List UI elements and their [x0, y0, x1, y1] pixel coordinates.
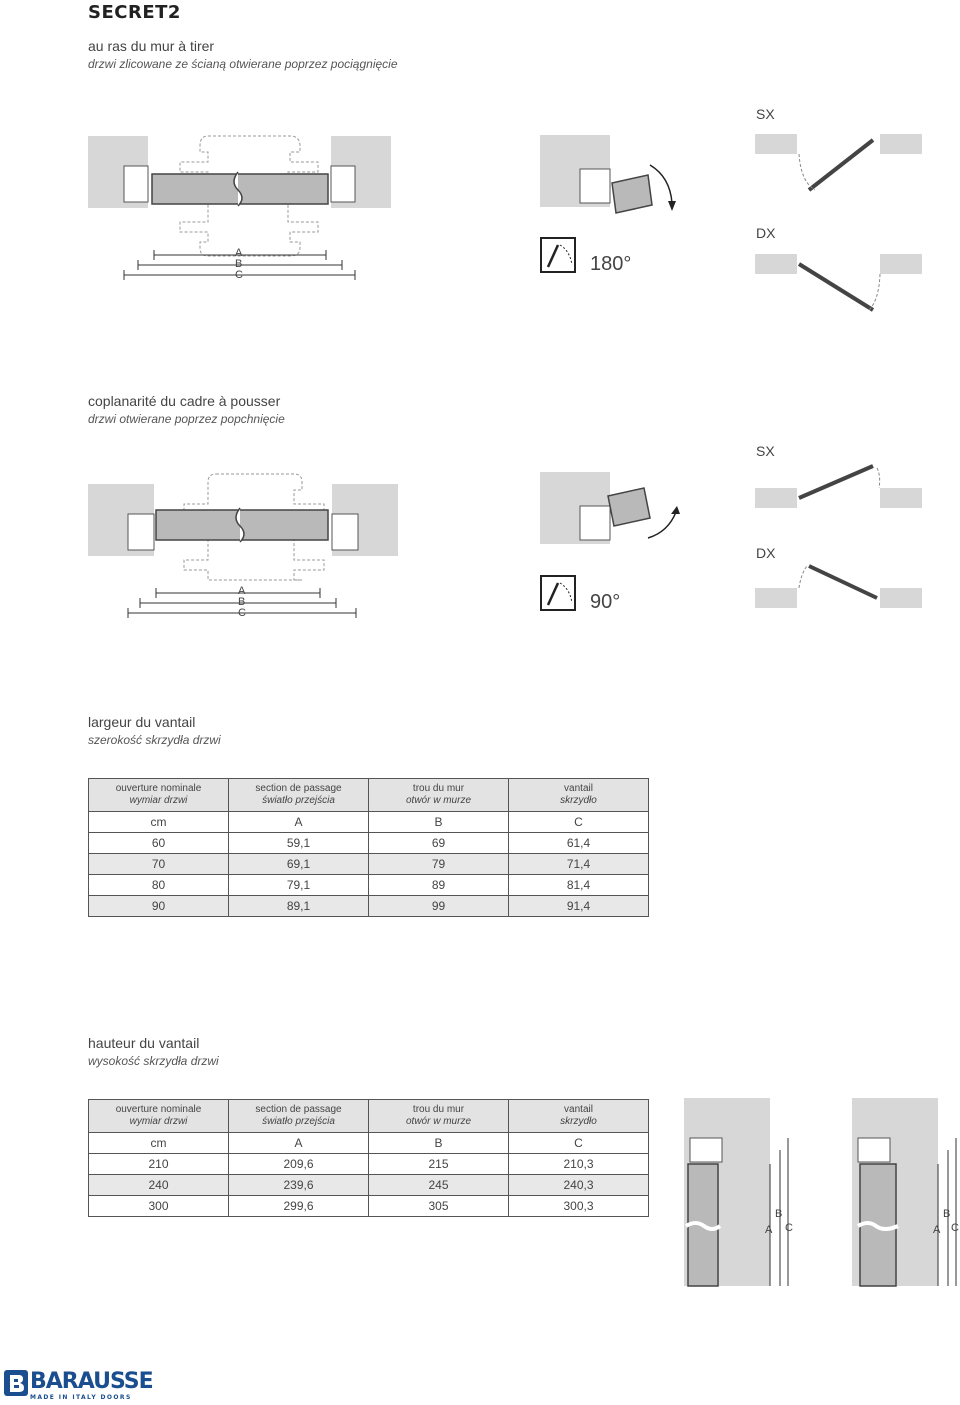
- height-dim-label-a: A: [933, 1224, 941, 1236]
- side-sx-label: SX: [756, 443, 775, 459]
- side-dx-label: DX: [756, 225, 776, 241]
- section1-subheading: drzwi zlicowane ze ścianą otwierane poprzez pociągnięcie: [88, 57, 398, 71]
- table-cell: 215: [369, 1154, 509, 1175]
- table-cell: cm: [89, 1133, 229, 1154]
- table-cell: 305: [369, 1196, 509, 1217]
- table-cell: B: [369, 812, 509, 833]
- height-dim-label-c: C: [951, 1222, 959, 1234]
- section1-detail-drawing: [540, 135, 680, 220]
- table-cell: 209,6: [229, 1154, 369, 1175]
- section2-detail-drawing: [540, 472, 685, 552]
- table-cell: 239,6: [229, 1175, 369, 1196]
- logo-brand-text: BARAUSSE: [30, 1369, 153, 1394]
- table-cell: 79: [369, 854, 509, 875]
- table-row: [89, 1196, 649, 1217]
- angle-180-label: 180°: [590, 253, 632, 275]
- table-cell: 89,1: [229, 896, 369, 917]
- table-units-row: [89, 812, 649, 833]
- column-header: section de passage światło przejścia: [229, 1100, 369, 1133]
- height-table-heading: hauteur du vantail: [88, 1035, 200, 1051]
- table-cell: 69: [369, 833, 509, 854]
- table-cell: 245: [369, 1175, 509, 1196]
- width-table-subheading: szerokość skrzydła drzwi: [88, 733, 221, 747]
- sx-swing-diagram: [755, 460, 925, 530]
- table-cell: 71,4: [509, 854, 649, 875]
- column-header: trou du mur otwór w murze: [369, 1100, 509, 1133]
- column-header: ouverture nominale wymiar drzwi: [89, 1100, 229, 1133]
- angle-180-icon: [540, 237, 576, 273]
- table-cell: 69,1: [229, 854, 369, 875]
- dim-label-b: B: [235, 258, 243, 270]
- dim-label-c: C: [235, 269, 243, 281]
- side-dx-label: DX: [756, 545, 776, 561]
- table-row: [89, 875, 649, 896]
- table-units-row: [89, 1133, 649, 1154]
- dx-swing-diagram: [755, 562, 925, 612]
- table-cell: 80: [89, 875, 229, 896]
- height-dim-label-b: B: [775, 1208, 783, 1220]
- table-row: [89, 1175, 649, 1196]
- table-header-row: [89, 1100, 649, 1133]
- dim-label-b: B: [238, 596, 246, 608]
- page-title: SECRET2: [88, 2, 181, 23]
- barausse-logo-icon: [4, 1370, 28, 1396]
- dim-label-c: C: [238, 607, 246, 619]
- section2-heading: coplanarité du cadre à pousser: [88, 393, 281, 409]
- table-cell: A: [229, 812, 369, 833]
- column-header: trou du mur otwór w murze: [369, 779, 509, 812]
- column-header: section de passage światło przejścia: [229, 779, 369, 812]
- table-row: [89, 854, 649, 875]
- table-cell: 89: [369, 875, 509, 896]
- table-cell: 61,4: [509, 833, 649, 854]
- table-cell: 81,4: [509, 875, 649, 896]
- table-cell: cm: [89, 812, 229, 833]
- height-table: [88, 1099, 649, 1217]
- dx-swing-diagram: [755, 252, 925, 322]
- table-cell: C: [509, 1133, 649, 1154]
- table-cell: 299,6: [229, 1196, 369, 1217]
- table-cell: 59,1: [229, 833, 369, 854]
- height-elevation-drawing: [684, 1098, 960, 1288]
- table-cell: 300: [89, 1196, 229, 1217]
- table-cell: 60: [89, 833, 229, 854]
- side-sx-label: SX: [756, 106, 775, 122]
- column-header: vantail skrzydło: [509, 1100, 649, 1133]
- table-cell: A: [229, 1133, 369, 1154]
- table-cell: 300,3: [509, 1196, 649, 1217]
- table-row: [89, 896, 649, 917]
- table-cell: 99: [369, 896, 509, 917]
- table-cell: 210,3: [509, 1154, 649, 1175]
- table-row: [89, 1154, 649, 1175]
- section1-heading: au ras du mur à tirer: [88, 38, 215, 54]
- height-dim-label-b: B: [943, 1208, 951, 1220]
- dim-label-a: A: [235, 247, 243, 259]
- table-cell: 210: [89, 1154, 229, 1175]
- table-header-row: [89, 779, 649, 812]
- width-table: [88, 778, 649, 917]
- angle-90-icon: [540, 575, 576, 611]
- width-table-heading: largeur du vantail: [88, 714, 196, 730]
- table-cell: 91,4: [509, 896, 649, 917]
- section2-subheading: drzwi otwierane poprzez popchnięcie: [88, 412, 285, 426]
- table-cell: 240,3: [509, 1175, 649, 1196]
- height-dim-label-c: C: [785, 1222, 793, 1234]
- logo-tagline: MADE IN ITALY DOORS: [30, 1394, 132, 1401]
- table-cell: C: [509, 812, 649, 833]
- sx-swing-diagram: [755, 132, 925, 212]
- column-header: vantail skrzydło: [509, 779, 649, 812]
- table-cell: 70: [89, 854, 229, 875]
- table-cell: 79,1: [229, 875, 369, 896]
- height-table-subheading: wysokość skrzydła drzwi: [88, 1054, 219, 1068]
- column-header: ouverture nominale wymiar drzwi: [89, 779, 229, 812]
- table-cell: 90: [89, 896, 229, 917]
- table-cell: 240: [89, 1175, 229, 1196]
- height-dim-label-a: A: [765, 1224, 773, 1236]
- table-row: [89, 833, 649, 854]
- table-cell: B: [369, 1133, 509, 1154]
- dim-label-a: A: [238, 585, 246, 597]
- angle-90-label: 90°: [590, 591, 621, 613]
